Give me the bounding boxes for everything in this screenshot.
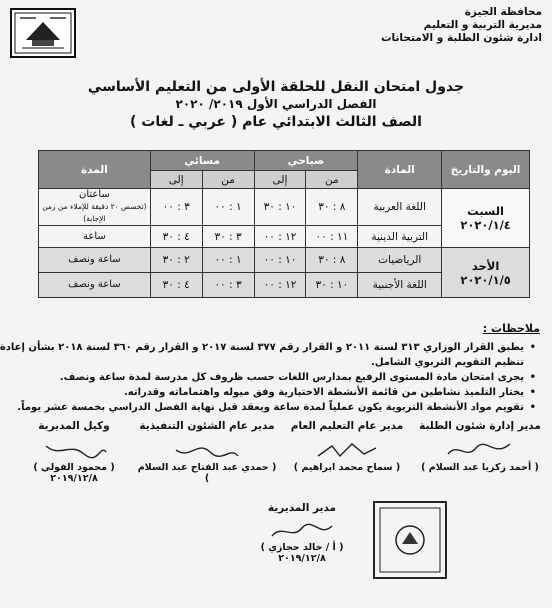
header-morning: صباحي	[254, 151, 358, 171]
header-evening: مسائي	[150, 151, 254, 171]
duration-value: ساعتان	[78, 189, 110, 200]
signature-name: ( سماح محمد ابراهيم )	[293, 462, 401, 473]
evening-from-cell: ٣ : ٣٠	[202, 226, 254, 248]
signature-student-affairs	[414, 420, 546, 473]
duration-note: (تخصص ٢٠ دقيقة للإملاء من زمن الإجابة)	[42, 202, 147, 223]
exam-schedule-table	[38, 150, 530, 298]
note-item: • يختار التلميذ نشاطين من قائمة الأنشطة الاختيارية وفق ميوله واهتماماته وقدراته.	[0, 385, 524, 400]
day-name: السبت	[467, 204, 504, 218]
header-evening-from: من	[202, 171, 254, 189]
signature-role: مدير إدارة شئون الطلبة	[419, 420, 541, 432]
evening-from-cell: ٣ : ٠٠	[202, 273, 254, 298]
handwritten-signature	[312, 438, 382, 462]
main-title: جدول امتحان النقل للحلقة الأولى من التعليم الأساسي	[87, 79, 465, 95]
table-row	[39, 248, 530, 273]
day-name: الأحد	[471, 258, 500, 273]
morning-from-cell: ٨ : ٣٠	[306, 189, 358, 226]
evening-to-cell: ٤ : ٣٠	[150, 226, 202, 248]
signature-role: مدير المديرية	[267, 502, 337, 514]
signature-date: ٢٠١٩/١٢/٨	[278, 553, 326, 564]
official-seal	[370, 498, 450, 582]
subject-cell: الرياضيات	[358, 248, 442, 273]
organization-header	[312, 6, 542, 45]
subject-cell: اللغة الأجنبية	[358, 273, 442, 298]
signature-name: ( محمود الفولي )	[33, 462, 115, 473]
evening-from-cell: ١ : ٠٠	[202, 248, 254, 273]
document-titles	[0, 78, 552, 132]
signature-general-education	[284, 420, 410, 473]
duration-cell: ساعة	[39, 226, 151, 248]
signature-date: ٢٠١٩/١٢/٨	[50, 473, 98, 484]
subject-cell: اللغة العربية	[358, 189, 442, 226]
handwritten-signature	[266, 520, 336, 544]
term-title: الفصل الدراسي الأول ٢٠١٩/ ٢٠٢٠	[175, 97, 377, 111]
table-row	[39, 189, 530, 226]
day-cell	[442, 189, 530, 248]
morning-from-cell: ٨ : ٣٠	[306, 248, 358, 273]
header-morning-from: من	[306, 171, 358, 189]
duration-cell: ساعة ونصف	[39, 273, 151, 298]
emblem-icon	[12, 10, 74, 56]
signature-role: وكيل المديرية	[38, 420, 110, 432]
header-morning-to: إلى	[254, 171, 306, 189]
signature-executive-affairs	[136, 420, 278, 484]
evening-to-cell: ٤ : ٣٠	[150, 273, 202, 298]
day-cell	[442, 248, 530, 298]
stamp-icon	[370, 498, 450, 582]
note-item: • يطبق القرار الوزاري ٣١٣ لسنة ٢٠١١ و القرار رقم ٣٧٧ لسنة ٢٠١٧ و القرار رقم ٣٦٠ لسنة ٢٠١٨ بشأن إعادة تنظيم التقويم التربوي الشامل.	[0, 340, 524, 370]
evening-to-cell: ٣ : ٠٠	[150, 189, 202, 226]
morning-to-cell: ١٢ : ٠٠	[254, 273, 306, 298]
handwritten-signature	[172, 438, 242, 462]
header-evening-to: إلى	[150, 171, 202, 189]
signature-name: ( أ / خالد حجازي )	[260, 542, 344, 553]
notes-list	[0, 340, 540, 415]
evening-to-cell: ٢ : ٣٠	[150, 248, 202, 273]
duration-cell	[39, 189, 151, 226]
note-item: • تقويم مواد الأنشطة التربوية يكون عملياً لمدة ساعة ويعقد قبل نهاية الفصل الدراسي بخمسة عشر يوماً.	[0, 400, 524, 415]
signature-role: مدير عام التعليم العام	[290, 420, 404, 432]
header-day-date: اليوم والتاريخ	[442, 151, 530, 189]
table-header-row	[39, 151, 530, 171]
evening-from-cell: ١ : ٠٠	[202, 189, 254, 226]
note-item: • يجرى امتحان مادة المستوى الرفيع بمدارس اللغات حسب ظروف كل مدرسة لمدة ساعة ونصف.	[0, 370, 524, 385]
handwritten-signature	[40, 438, 110, 462]
duration-cell: ساعة ونصف	[39, 248, 151, 273]
department-line: ادارة شئون الطلبة و الامتحانات	[381, 32, 542, 44]
morning-to-cell: ١٠ : ٠٠	[254, 248, 306, 273]
signature-name: ( حمدي عبد الفتاح عبد السلام )	[137, 462, 277, 484]
directorate-line: مديرية التربية و التعليم	[423, 19, 542, 31]
morning-from-cell: ١٠ : ٣٠	[306, 273, 358, 298]
notes-heading: ملاحظات :	[482, 322, 540, 335]
handwritten-signature	[444, 438, 514, 462]
signature-director	[238, 502, 366, 564]
ministry-logo	[10, 8, 76, 58]
morning-to-cell: ١٠ : ٣٠	[254, 189, 306, 226]
signature-name: ( أحمد زكريا عبد السلام )	[421, 462, 539, 473]
governorate-line: محافظة الجيزة	[464, 6, 542, 18]
morning-to-cell: ١٢ : ٠٠	[254, 226, 306, 248]
subject-cell: التربية الدينية	[358, 226, 442, 248]
grade-title: الصف الثالث الابتدائي عام ( عربي ـ لغات )	[130, 114, 422, 130]
day-date: ٢٠٢٠/١/٤	[460, 218, 511, 232]
signature-deputy	[14, 420, 134, 484]
signature-role: مدير عام الشئون التنفيذية	[139, 420, 275, 432]
header-duration: المدة	[39, 151, 151, 189]
day-date: ٢٠٢٠/١/٥	[460, 272, 511, 287]
header-subject: المادة	[358, 151, 442, 189]
morning-from-cell: ١١ : ٠٠	[306, 226, 358, 248]
